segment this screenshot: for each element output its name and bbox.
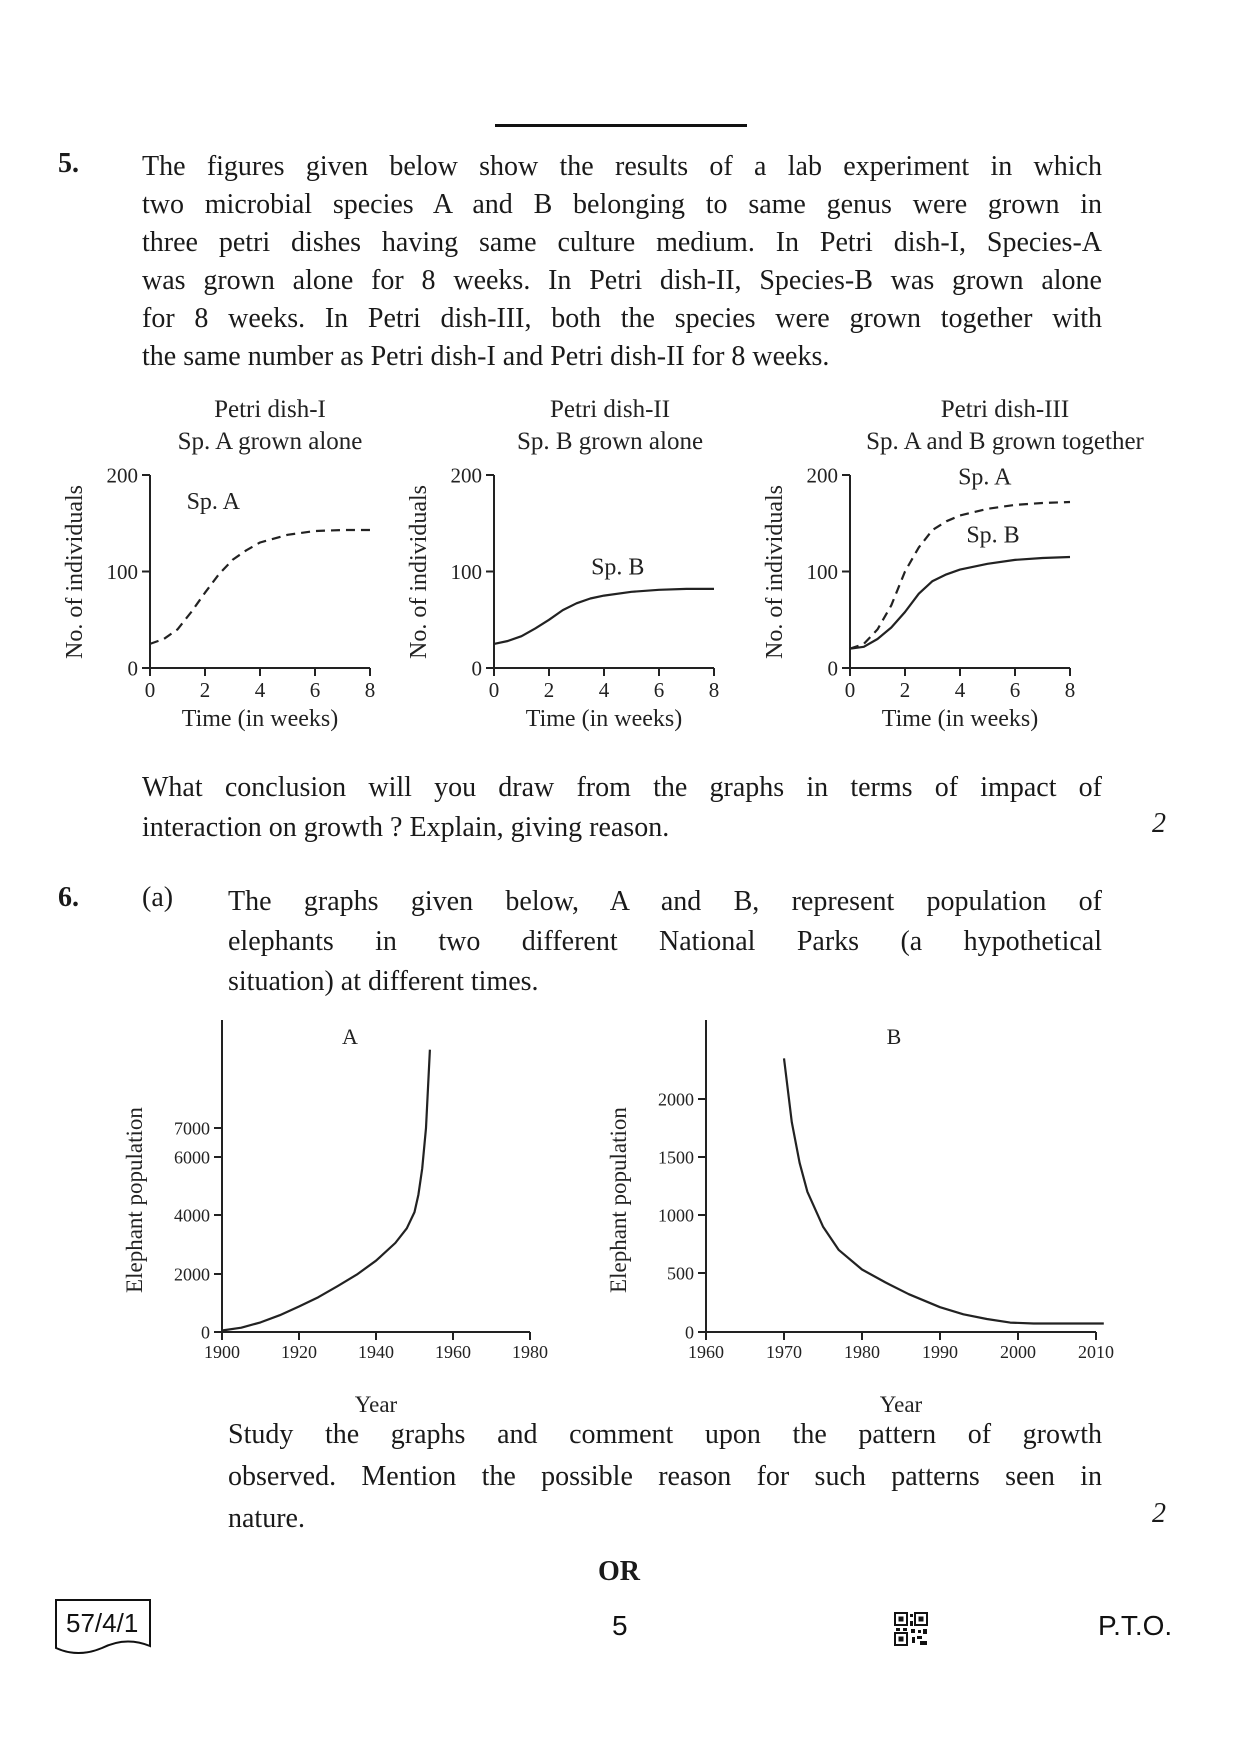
y-tick-label: 500 [667,1263,694,1284]
question-6-line: situation) at different times. [228,966,539,997]
question-5-line: the same number as Petri dish-I and Petri dish-II for 8 weeks. [142,341,830,372]
y-tick-label: 0 [201,1322,210,1343]
x-axis-label: Year [879,1392,923,1417]
y-tick-label: 1500 [658,1147,694,1168]
question-5-line: The figures given below show the results of a lab experiment in which [142,151,1102,182]
x-tick-label: 2 [543,678,555,702]
question-5-line: three petri dishes having same culture medium. In Petri dish-I, Species-A [142,227,1102,258]
x-tick-label: 2 [899,678,911,702]
series-line-0 [222,1050,430,1331]
chart-petri-dish-1 [62,463,375,732]
y-tick-label: 200 [806,463,838,488]
x-tick-label: 8 [364,678,376,702]
series-label: Sp. A [958,464,1012,491]
x-tick-label: 0 [144,678,156,702]
y-tick-label: 200 [106,463,138,488]
dish-2-title: Petri dish-II [549,396,671,423]
x-axis-label: Time (in weeks) [181,706,339,732]
x-tick-label: 1960 [688,1342,724,1362]
page-number: 5 [612,1610,628,1641]
x-tick-label: 2000 [1000,1342,1036,1362]
y-tick-label: 200 [450,463,482,488]
y-tick-label: 100 [106,559,138,584]
series-line-0 [784,1058,1104,1323]
x-tick-label: 8 [1064,678,1076,702]
y-axis-label: No. of individuals [762,485,788,659]
pto-label: P.T.O. [1098,1610,1173,1641]
y-tick-label: 100 [450,559,482,584]
chart-title: A [342,1024,358,1049]
y-axis-label: No. of individuals [62,485,88,659]
question-5-number: 5. [58,148,79,179]
x-tick-label: 1940 [358,1342,394,1362]
question-6-number: 6. [58,882,79,913]
x-tick-label: 6 [309,678,321,702]
x-tick-label: 1900 [204,1342,240,1362]
question-6-text [228,882,1102,1002]
series-line-0 [150,530,370,644]
series-line-0 [850,502,1070,649]
x-tick-label: 2 [199,678,211,702]
question-6-prompt-line: observed. Mention the possible reason for such patterns seen in [228,1461,1102,1492]
y-tick-label: 100 [806,559,838,584]
question-6-line: elephants in two different National Parks (a hypothetical [228,926,1102,957]
x-tick-label: 0 [844,678,856,702]
question-5-line: for 8 weeks. In Petri dish-III, both the species were grown together with [142,303,1102,334]
x-tick-label: 4 [598,678,610,702]
y-tick-label: 1000 [658,1205,694,1226]
y-axis-label: Elephant population [606,1107,631,1293]
x-tick-label: 1920 [281,1342,317,1362]
x-axis-label: Time (in weeks) [525,706,683,732]
x-tick-label: 8 [708,678,720,702]
chart-petri-dish-3 [762,463,1075,732]
x-tick-label: 1980 [512,1342,548,1362]
x-tick-label: 1960 [435,1342,471,1362]
x-tick-label: 0 [488,678,500,702]
question-6-line: The graphs given below, A and B, represent population of [228,886,1102,917]
y-tick-label: 2000 [658,1089,694,1110]
chart-elephant-b [606,1020,1114,1417]
question-6-marks: 2 [1152,1498,1166,1529]
y-tick-label: 0 [685,1322,694,1343]
series-label: Sp. A [186,488,240,515]
question-5-prompt [142,768,1102,848]
y-axis-label: No. of individuals [406,485,432,659]
y-tick-label: 2000 [174,1264,210,1285]
question-6-prompt-line: nature. [228,1503,305,1534]
y-tick-label: 7000 [174,1118,210,1139]
y-tick-label: 0 [127,656,138,681]
series-label: Sp. B [591,554,645,581]
y-tick-label: 0 [471,656,482,681]
chart-title: B [886,1024,902,1049]
x-tick-label: 1990 [922,1342,958,1362]
question-5-line: was grown alone for 8 weeks. In Petri dish-II, Species-B was grown alone [142,265,1102,296]
question-6-prompt [228,1414,1102,1540]
or-label: OR [598,1556,640,1587]
series-label: Sp. B [966,522,1020,549]
dish-2-subtitle: Sp. B grown alone [516,428,704,455]
dish-1-title: Petri dish-I [214,396,326,423]
y-tick-label: 4000 [174,1205,210,1226]
x-tick-label: 1980 [844,1342,880,1362]
x-tick-label: 4 [954,678,966,702]
x-tick-label: 2010 [1078,1342,1114,1362]
question-6-part: (a) [142,882,174,913]
question-5-prompt-line: What conclusion will you draw from the graphs in terms of impact of [142,772,1102,803]
chart-elephant-a [122,1020,548,1417]
question-5-line: two microbial species A and B belonging to same genus were grown in [142,189,1102,220]
question-6-prompt-line: Study the graphs and comment upon the pattern of growth [228,1419,1102,1450]
dish-1-subtitle: Sp. A grown alone [177,428,363,455]
qr-code-icon [894,1612,928,1646]
series-line-0 [494,589,714,644]
dish-3-title: Petri dish-III [940,396,1070,423]
chart-petri-dish-2 [406,463,719,732]
x-tick-label: 6 [653,678,665,702]
question-5-marks: 2 [1152,808,1166,839]
x-axis-label: Year [354,1392,398,1417]
y-tick-label: 6000 [174,1147,210,1168]
x-tick-label: 1970 [766,1342,802,1362]
x-axis-label: Time (in weeks) [881,706,1039,732]
series-line-1 [850,557,1070,649]
y-tick-label: 0 [827,656,838,681]
x-tick-label: 4 [254,678,266,702]
paper-code: 57/4/1 [66,1608,139,1638]
y-axis-label: Elephant population [122,1107,147,1293]
dish-3-subtitle: Sp. A and B grown together [866,428,1144,455]
question-5-prompt-line: interaction on growth ? Explain, giving reason. [142,812,670,843]
x-tick-label: 6 [1009,678,1021,702]
